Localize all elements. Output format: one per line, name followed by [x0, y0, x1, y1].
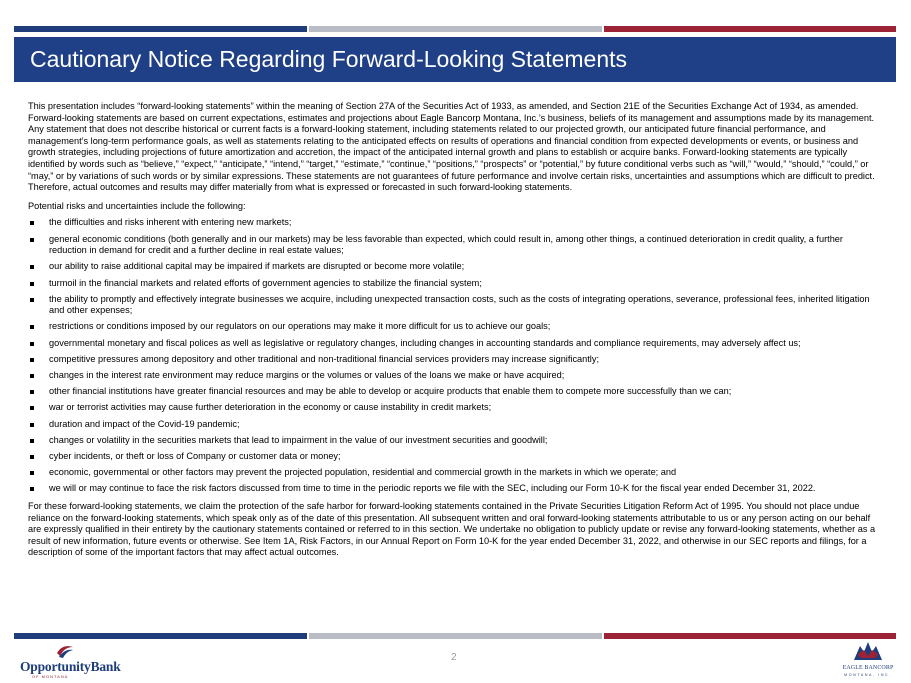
- bottom-stripe-red: [604, 633, 896, 639]
- list-item: changes or volatility in the securities markets that lead to impairment in the value of our investment securities and goodwill;: [28, 435, 882, 447]
- bullet-icon: [30, 238, 34, 242]
- list-item: the ability to promptly and effectively integrate businesses we acquire, including unexpected transaction costs, such as the costs of integrating operations, severance, professional fees, inherited litigation and other expenses;: [28, 294, 882, 317]
- bullet-icon: [30, 325, 34, 329]
- intro-paragraph: This presentation includes “forward-looking statements” within the meaning of Section 27A of the Securities Act of 1933, as amended, and Section 21E of the Securities Exchange Act of 1934, as amended. Forward-looking statements are based on current expectations, estimates and projections about Eagle Bancorp Montana, Inc.’s business, beliefs of its management and assumptions made by its management. Any statement that does not describe historical or current facts is a forward-looking statement, including statements related to our projected growth, our anticipated future financial performance, and management’s long-term performance goals, as well as statements relating to the anticipated effects on results of operations and financial condition from expected developments or events, or business and growth strategies, including projections of future amortization and accretion, the impact of the anticipated internal growth and plans to establish or acquire banks. Forward-looking statements are typically identified by words such as “believe,” “expect,” “anticipate,” “intend,” “target,” “estimate,” “continue,” “positions,” “prospects” or “potential,” by future conditional verbs such as “will,” “would,” “should,” “could,” or “may,” or by variations of such words or by similar expressions. These statements are not guarantees of future performance and involve certain risks, uncertainties and assumptions which are difficult to predict. Therefore, actual outcomes and results may differ materially from what is expressed or forecasted in such forward-looking statements.: [28, 101, 875, 193]
- bullet-icon: [30, 471, 34, 475]
- list-item: turmoil in the financial markets and related efforts of government agencies to stabilize the financial system;: [28, 278, 882, 290]
- bullet-icon: [30, 406, 34, 410]
- title-bar: [14, 37, 896, 82]
- list-item: competitive pressures among depository and other traditional and non-traditional financial services providers may increase significantly;: [28, 354, 882, 366]
- list-item: war or terrorist activities may cause further deterioration in the economy or cause instability in credit markets;: [28, 402, 882, 414]
- risks-intro: Potential risks and uncertainties include the following:: [28, 200, 246, 211]
- list-item: our ability to raise additional capital may be impaired if markets are disrupted or become more volatile;: [28, 261, 882, 273]
- disclaimer-content: [28, 101, 882, 559]
- top-stripe-red: [604, 26, 896, 32]
- closing-paragraph: For these forward-looking statements, we claim the protection of the safe harbor for forward-looking statements contained in the Private Securities Litigation Reform Act of 1995. You should not place undue reliance on the forward-looking statements, which speak only as of the date of this presentation. All subsequent written and oral forward-looking statements attributable to us or any person acting on our behalf are expressly qualified in their entirety by the cautionary statements contained or referred to in this section. We undertake no obligation to publicly update or revise any forward-looking statements, whether as a result of new information, future events or otherwise. See Item 1A, Risk Factors, in our Annual Report on Form 10-K for the year ended December 31, 2022, and otherwise in our SEC reports and filings, for a description of some of the important factors that may affect actual outcomes.: [28, 500, 876, 558]
- bullet-icon: [30, 423, 34, 427]
- risk-list: [28, 217, 882, 495]
- bullet-icon: [30, 390, 34, 394]
- top-stripe-gray: [309, 26, 602, 32]
- opportunity-bank-logo: [20, 644, 121, 679]
- bullet-icon: [30, 298, 34, 302]
- bullet-icon: [30, 221, 34, 225]
- bullet-icon: [30, 282, 34, 286]
- bottom-stripe-blue: [14, 633, 307, 639]
- list-item: cyber incidents, or theft or loss of Company or customer data or money;: [28, 451, 882, 463]
- bottom-stripe-gray: [309, 633, 602, 639]
- flag-swoosh-icon: [55, 644, 75, 660]
- page-number: 2: [451, 652, 457, 663]
- list-item: governmental monetary and fiscal polices as well as legislative or regulatory changes, including changes in accounting standards and compliance requirements, may adversely affect us;: [28, 338, 882, 350]
- list-item: general economic conditions (both generally and in our markets) may be less favorable than expected, which could result in, among other things, a continued deterioration in credit quality, a further reduction in demand for credit and a further decline in real estate values;: [28, 234, 882, 257]
- top-stripe-blue: [14, 26, 307, 32]
- eagle-icon: [850, 640, 886, 664]
- list-item: other financial institutions have greater financial resources and may be able to develop or acquire products that enable them to compete more successfully than we can;: [28, 386, 882, 398]
- bullet-icon: [30, 455, 34, 459]
- logo-name: EAGLE BANCORP: [842, 665, 894, 671]
- bullet-icon: [30, 358, 34, 362]
- page-title: Cautionary Notice Regarding Forward-Looking Statements: [30, 46, 628, 72]
- list-item: restrictions or conditions imposed by our regulators on our operations may make it more difficult for us to achieve our goals;: [28, 321, 882, 333]
- list-item: economic, governmental or other factors may prevent the projected population, residential and commercial growth in the markets in which we operate; and: [28, 467, 882, 479]
- list-item: duration and impact of the Covid-19 pandemic;: [28, 419, 882, 431]
- logo-subtitle: OF MONTANA: [32, 674, 69, 679]
- logo-subtitle: MONTANA, INC.: [844, 673, 892, 677]
- eagle-bancorp-logo: [838, 640, 898, 680]
- list-item: the difficulties and risks inherent with entering new markets;: [28, 217, 882, 229]
- bullet-icon: [30, 487, 34, 491]
- logo-name: OpportunityBank: [20, 659, 121, 674]
- list-item: changes in the interest rate environment may reduce margins or the volumes or values of the loans we make or have acquired;: [28, 370, 882, 382]
- bullet-icon: [30, 265, 34, 269]
- bullet-icon: [30, 374, 34, 378]
- bullet-icon: [30, 342, 34, 346]
- list-item: we will or may continue to face the risk factors discussed from time to time in the periodic reports we file with the SEC, including our Form 10-K for the fiscal year ended December 31, 2022.: [28, 483, 882, 495]
- bullet-icon: [30, 439, 34, 443]
